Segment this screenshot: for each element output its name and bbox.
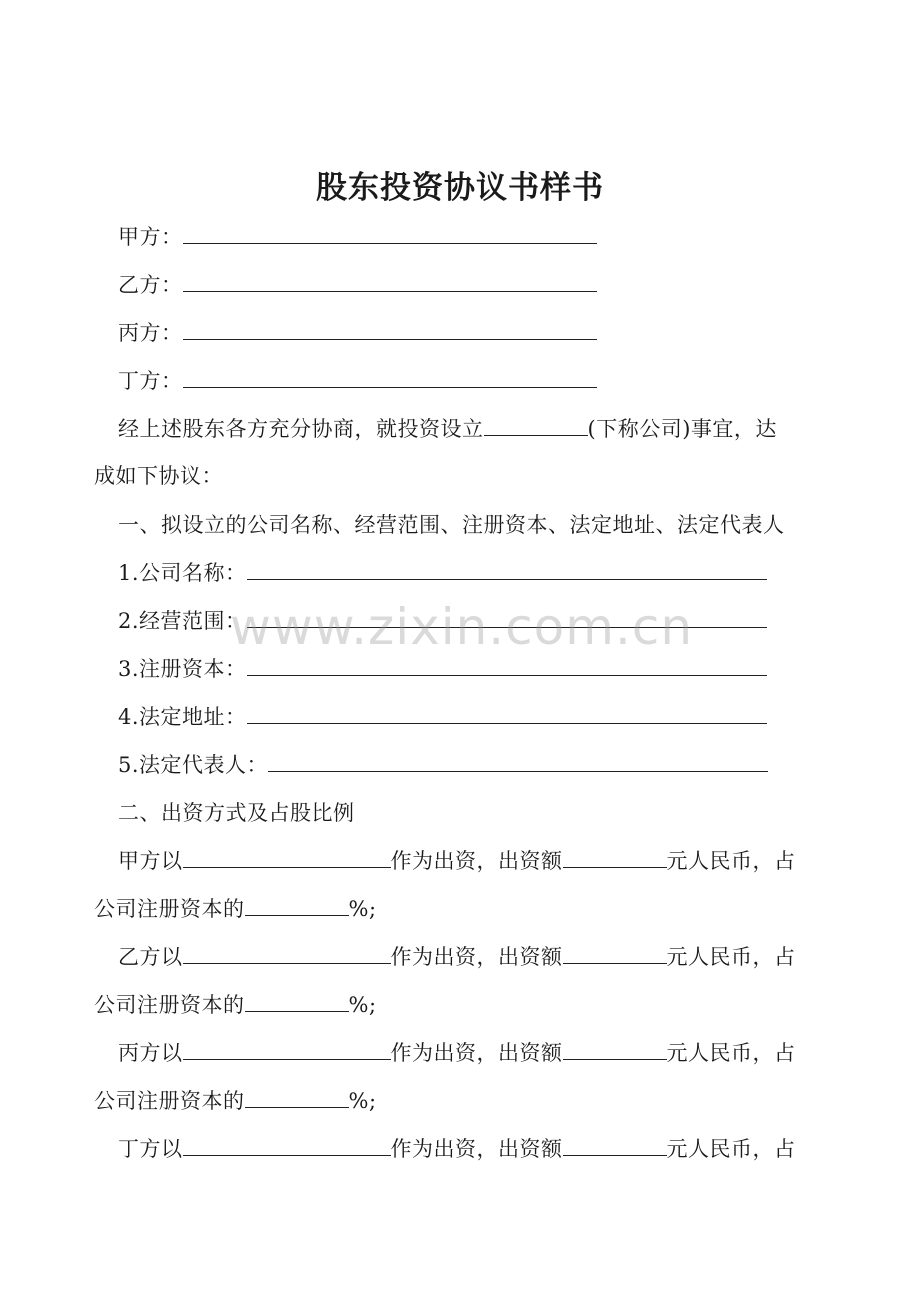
contribution-text: 元人民币，占 <box>666 1137 796 1161</box>
contribution-text: 作为出资，出资额 <box>390 1137 563 1161</box>
intro-text: (下称公司)事宜，达 <box>587 417 777 441</box>
share-pct: %; <box>348 993 377 1017</box>
contribution-line <box>118 847 796 875</box>
share-pct: %; <box>348 1089 377 1113</box>
contribution-share-line <box>94 991 377 1019</box>
party-blank[interactable] <box>183 271 597 292</box>
contribution-party: 甲方以 <box>118 849 183 873</box>
contribution-line <box>118 1039 796 1067</box>
share-pct: %; <box>348 897 377 921</box>
party-blank[interactable] <box>183 367 597 388</box>
party-line-b <box>118 271 597 299</box>
contribution-text: 元人民币，占 <box>666 945 796 969</box>
item-blank[interactable] <box>268 751 768 772</box>
share-text: 公司注册资本的 <box>94 1089 245 1113</box>
share-percent-blank[interactable] <box>245 1087 349 1108</box>
company-name-blank[interactable] <box>484 415 588 436</box>
party-line-c <box>118 319 597 347</box>
item-blank[interactable] <box>247 703 767 724</box>
contribution-share-line <box>94 895 377 923</box>
share-percent-blank[interactable] <box>245 895 349 916</box>
section1-item <box>118 703 767 731</box>
party-blank[interactable] <box>183 319 597 340</box>
section1-item <box>118 751 768 779</box>
item-label: 2.经营范围： <box>118 609 247 633</box>
party-label: 丁方： <box>118 369 183 393</box>
section1-item <box>118 559 767 587</box>
item-blank[interactable] <box>247 559 767 580</box>
section1-item <box>118 655 767 683</box>
contribution-party: 丙方以 <box>118 1041 183 1065</box>
contribution-text: 作为出资，出资额 <box>390 945 563 969</box>
party-label: 丙方： <box>118 321 183 345</box>
document-title: 股东投资协议书样书 <box>316 170 604 206</box>
contribution-form-blank[interactable] <box>183 1135 391 1156</box>
share-percent-blank[interactable] <box>245 991 349 1012</box>
contribution-text: 元人民币，占 <box>666 1041 796 1065</box>
party-line-d <box>118 367 597 395</box>
contribution-form-blank[interactable] <box>183 1039 391 1060</box>
intro-line-2 <box>94 462 223 490</box>
section2-heading: 二、出资方式及占股比例 <box>118 801 355 825</box>
party-blank[interactable] <box>183 223 597 244</box>
contribution-share-line <box>94 1087 377 1115</box>
contribution-party: 乙方以 <box>118 945 183 969</box>
contribution-amount-blank[interactable] <box>563 943 667 964</box>
item-label: 1.公司名称： <box>118 561 247 585</box>
item-label: 5.法定代表人： <box>118 753 269 777</box>
contribution-line <box>118 943 796 971</box>
share-text: 公司注册资本的 <box>94 897 245 921</box>
contribution-line <box>118 1135 796 1163</box>
contribution-text: 作为出资，出资额 <box>390 1041 563 1065</box>
contribution-amount-blank[interactable] <box>563 847 667 868</box>
party-label: 乙方： <box>118 273 183 297</box>
party-label: 甲方： <box>118 225 183 249</box>
share-text: 公司注册资本的 <box>94 993 245 1017</box>
item-label: 4.法定地址： <box>118 705 247 729</box>
contribution-amount-blank[interactable] <box>563 1039 667 1060</box>
item-label: 3.注册资本： <box>118 657 247 681</box>
contribution-form-blank[interactable] <box>183 943 391 964</box>
section1-heading: 一、拟设立的公司名称、经营范围、注册资本、法定地址、法定代表人 <box>118 513 785 537</box>
intro-text: 成如下协议： <box>94 464 223 488</box>
intro-text: 经上述股东各方充分协商，就投资设立 <box>118 417 484 441</box>
contribution-party: 丁方以 <box>118 1137 183 1161</box>
contribution-text: 作为出资，出资额 <box>390 849 563 873</box>
party-line-a <box>118 223 597 251</box>
contribution-text: 元人民币，占 <box>666 849 796 873</box>
item-blank[interactable] <box>247 655 767 676</box>
intro-line-1 <box>118 415 777 443</box>
contribution-form-blank[interactable] <box>183 847 391 868</box>
watermark: www.zixin.com.cn <box>230 598 694 656</box>
contribution-amount-blank[interactable] <box>563 1135 667 1156</box>
